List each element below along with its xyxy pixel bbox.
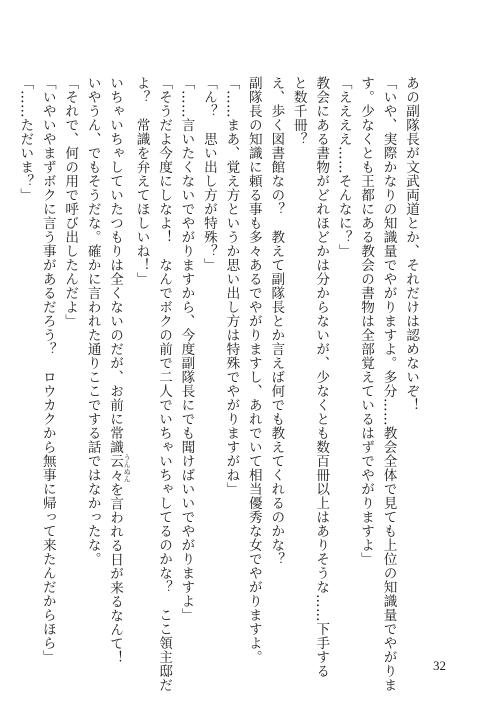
text-line: いやうん、でもそうだな。確かに言われた通りここでする話ではなかったな。 [84,76,101,566]
text-line: す。少なくとも王都にある教会の書物は全部覚えているはずでやがりますよ」 [358,76,375,566]
text-line: 「そうだよ今度にしなよ！ なんでボクの前で二人でいちゃいちゃしてるのかな？ ここ領主邸だ [156,76,173,692]
text-line: 「ええええ……そんなに？」 [335,76,352,258]
text-line: 副隊長の知識に頼る事も多々あるでやがりますし、あれでいて相当優秀な女でやがりますよ。 [245,76,262,664]
text-line: 「それで、何の用で呼び出したんだよ」 [62,76,79,328]
vertical-text-body [14,76,422,692]
text-line: あの副隊長が文武両道とか、それだけは認めないぞ！ [403,76,419,412]
text-line: 教会にある書物がどれほどかは分からないが、少なくとも数百冊以上はありそうな……下手する [313,76,330,678]
page-number: 32 [433,658,446,673]
text-line: と数千冊？ [290,76,307,146]
ruby-reading: うんぬん [122,453,131,483]
text-line: 「……まあ、覚え方というか思い出し方は特殊でやがりますがね」 [223,76,240,496]
text-line: 「……言いたくないでやがりますから、今度副隊長にでも聞けばいいでやがりますよ」 [178,76,195,622]
text-line: 「ん？ 思い出し方が特殊？」 [200,76,217,272]
ruby-base: 云々 [107,453,124,483]
text-line: 「……ただいま？」 [17,76,34,202]
text-line: え、歩く図書館なの？ 教えて副隊長とか言えば何でも教えてくれるのかな？ [268,76,285,566]
text-line: よ？ 常識を弁えてほしいね！」 [133,76,150,286]
text-line: いちゃいちゃしていたつもりは全くないのだが、お前に常識云々 うんぬんを言われる日が来るなんて！ [107,76,131,665]
text-line: 「いやいやまずボクに言う事があるだろう？ ロウカクから無事に帰って来たんだからほら」 [39,76,56,664]
ruby-word [107,453,131,483]
text-line: 「いや、実際かなりの知識量でやがりますよ。多分……教会全体で見ても上位の知識量でやがりま [380,76,397,692]
